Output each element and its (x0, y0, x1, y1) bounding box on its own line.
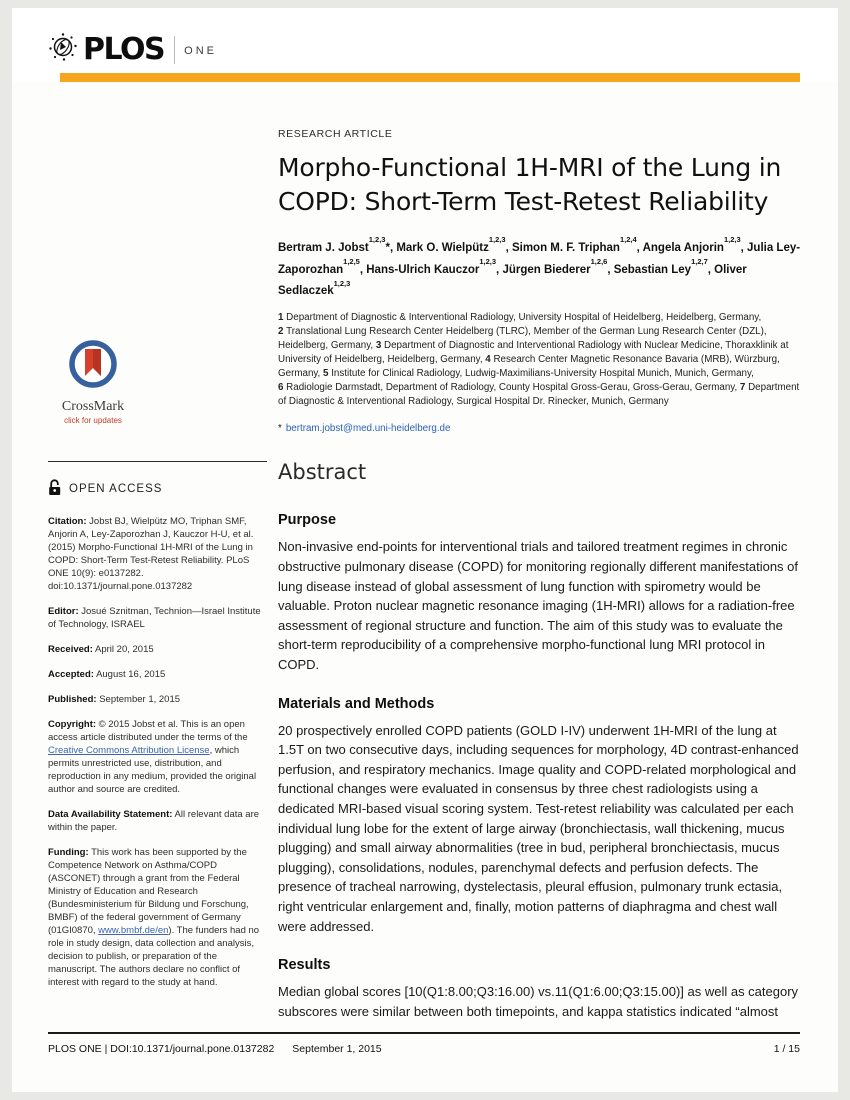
abstract-section-purpose (278, 512, 801, 674)
funding-block (48, 846, 267, 989)
crossmark-title: CrossMark (61, 399, 125, 414)
citation-block (48, 515, 267, 593)
editor-block (48, 605, 267, 631)
data-availability-block (48, 808, 267, 834)
footer-page-number: 1 / 15 (773, 1043, 800, 1055)
article-title-line1: Morpho-Functional 1H-MRI of the Lung in (278, 153, 782, 182)
article-title-line2: COPD: Short-Term Test-Retest Reliability (278, 187, 769, 216)
footer-rule (48, 1032, 800, 1034)
abstract-section-methods (278, 696, 801, 937)
author: Simon M. F. Triphan$^{1,2,4}$, (511, 235, 643, 254)
citation-text: Jobst BJ, Wielpütz MO, Triphan SMF, Anjorin A, Ley-Zaporozhan J, Kauczor H-U, et al. (2015) Morpho-Functional 1H-MRI of the Lung in COPD: Short-Term Test-Retest Reliability. PLoS ONE 10(9): e0137282. doi:10.1371/journal.pone.0137282 (48, 516, 254, 592)
editor-text: Josué Sznitman, Technion—Israel Institute of Technology, ISRAEL (48, 606, 261, 630)
masthead-accent-bar (60, 73, 800, 82)
copyright-label: Copyright: (48, 719, 97, 730)
data-availability-text: All relevant data are within the paper. (48, 809, 260, 833)
corresponding-author-email-link[interactable]: bertram.jobst@med.uni-heidelberg.de (285, 423, 451, 435)
received-label: Received: (48, 644, 93, 655)
plos-wordmark: PLOS (83, 31, 165, 67)
section-heading: Materials and Methods (278, 695, 435, 712)
open-lock-icon (48, 479, 62, 500)
article-title (278, 151, 801, 219)
published-value: September 1, 2015 (99, 694, 181, 705)
author: Jürgen Biederer$^{1,2,6}$, (502, 256, 614, 276)
copyright-text-after: , which permits unrestricted use, distribution, and reproduction in any medium, provided the original author and source are credited. (48, 745, 257, 795)
published-label: Published: (48, 694, 97, 705)
received-block (48, 643, 267, 656)
crossmark-icon[interactable] (64, 386, 122, 397)
received-value: April 20, 2015 (95, 644, 154, 655)
journal-name: ONE (184, 45, 217, 57)
abstract-heading: Abstract (278, 460, 367, 485)
crossmark-badge[interactable] (50, 338, 136, 427)
published-block (48, 693, 267, 706)
section-text: Non-invasive end-points for interventional trials and tailored treatment regimes in chronic obstructive pulmonary disease (COPD) for monitoring regionally different manifestations of lung disease instead of global assessment of lung function with spirometry would be valuable. Proton nuclear magnetic resonance imaging (1H-MRI) allows for a radiation-free assessment of regional structure and function. The aim of this study was to evaluate the short-term reproducibility of a comprehensive morpho-functional lung MRI protocol in COPD. (278, 539, 798, 673)
funding-label: Funding: (48, 847, 89, 858)
article-main (278, 128, 801, 1042)
article-page (12, 8, 838, 1092)
citation-label: Citation: (48, 516, 87, 527)
masthead (12, 8, 838, 82)
corresponding-author-star: * (278, 423, 282, 435)
funding-text-after: ). The funders had no role in study design, data collection and analysis, decision to publish, or preparation of the manuscript. The authors declare no conflict of interest with regard to the study at hand. (48, 925, 260, 988)
author: Sebastian Ley$^{1,2,7}$, (613, 256, 715, 276)
author: Mark O. Wielpütz$^{1,2,3}$, (396, 235, 512, 254)
plos-logo (48, 32, 217, 67)
editor-label: Editor: (48, 606, 79, 617)
logo-divider (174, 36, 175, 64)
creative-commons-link[interactable]: Creative Commons Attribution License (48, 745, 210, 756)
copyright-block (48, 718, 267, 796)
author: Hans-Ulrich Kauczor$^{1,2,3}$, (366, 256, 503, 276)
abstract-section-results (278, 957, 801, 1021)
author: Julia Ley-Zaporozhan$^{1,2,5}$, (278, 241, 801, 276)
author-list (278, 235, 801, 300)
open-access-label: OPEN ACCESS (69, 483, 163, 495)
page-footer (48, 1032, 800, 1055)
author: Bertram J. Jobst$^{1,2,3}$*, (278, 235, 397, 254)
section-heading: Results (278, 957, 331, 974)
corresponding-author-line (278, 423, 801, 434)
copyright-text-before: © 2015 Jobst et al. This is an open access article distributed under the terms of the (48, 719, 248, 743)
footer-citation (48, 1043, 382, 1055)
accepted-block (48, 668, 267, 681)
crossmark-subtitle[interactable]: click for updates (64, 416, 122, 425)
section-heading: Purpose (278, 512, 337, 529)
section-text: Median global scores [10(Q1:8.00;Q3:16.00) vs.11(Q1:6.00;Q3:15.00)] as well as category subscores were similar between both timepoints, and kappa statistics indicated “almost (278, 984, 799, 1019)
accepted-value: August 16, 2015 (96, 669, 166, 680)
author: Angela Anjorin$^{1,2,3}$, (642, 235, 748, 254)
data-availability-label: Data Availability Statement: (48, 809, 173, 820)
article-sidebar (48, 338, 267, 1001)
article-type-kicker: RESEARCH ARTICLE (278, 128, 393, 140)
affiliation-list: 1 Department of Diagnostic & Interventional Radiology, University Hospital of Heidelberg, Heidelberg, Germany, 2 Translational Lung Research Center Heidelberg (TLRC), Member of the German Lung Research Center (DZL), Heidelberg, Germany, 3 Department of Diagnostic and Interventional Radiology with Nuclear Medicine, Thoraxklinik at University of Heidelberg, Heidelberg, Germany, 4 Research Center Magnetic Resonance Bavaria (MRB), Würzburg, Germany, 5 Institute for Clinical Radiology, Ludwig-Maximilians-University Hospital Munich, Munich, Germany, 6 Radiologie Darmstadt, Department of Radiology, County Hospital Gross-Gerau, Gross-Gerau, Germany, 7 Department of Diagnostic & Interventional Radiology, Surgical Hospital Dr. Rinecker, Munich, Germany (278, 312, 800, 408)
sidebar-divider (48, 461, 267, 462)
plos-globe-icon (48, 32, 78, 67)
accepted-label: Accepted: (48, 669, 94, 680)
open-access-row (48, 479, 267, 500)
funding-text-before: This work has been supported by the Competence Network on Asthma/COPD (ASCONET) through a grant from the Federal Ministry of Education and Research (Bundesministerium für Bildung und Forschung, BMBF) of the federal government of Germany (01GI0870, (48, 847, 249, 936)
footer-doi: PLOS ONE | DOI:10.1371/journal.pone.0137282 (48, 1043, 275, 1055)
bmbf-link[interactable]: www.bmbf.de/en (98, 925, 169, 936)
section-text: 20 prospectively enrolled COPD patients (GOLD I-IV) underwent 1H-MRI of the lung at 1.5T on two consecutive days, including sequences for morphology, 4D contrast-enhanced perfusion, and respiratory mechanics. Image quality and COPD-related morphological and functional changes were evaluated in consensus by three chest radiologists using a dedicated MRI-based visual scoring system. Test-retest reliability was calculated per each individual lung lobe for the extent of large airway (bronchiectasis, wall thickening, mucus plugging) and small airway abnormalities (tree in bud, peripheral bronchiectasis, mucus plugging), consolidations, nodules, parenchymal defects and perfusion defects. The presence of tracheal narrowing, dystelectasis, pleural effusion, pulmonary trunk ectasia, right ventricular enlargement and, finally, motion patterns of diaphragma and chest wall were addressed. (278, 722, 799, 934)
author: Oliver Sedlaczek$^{1,2,3}$ (278, 263, 747, 298)
footer-date: September 1, 2015 (292, 1043, 382, 1055)
